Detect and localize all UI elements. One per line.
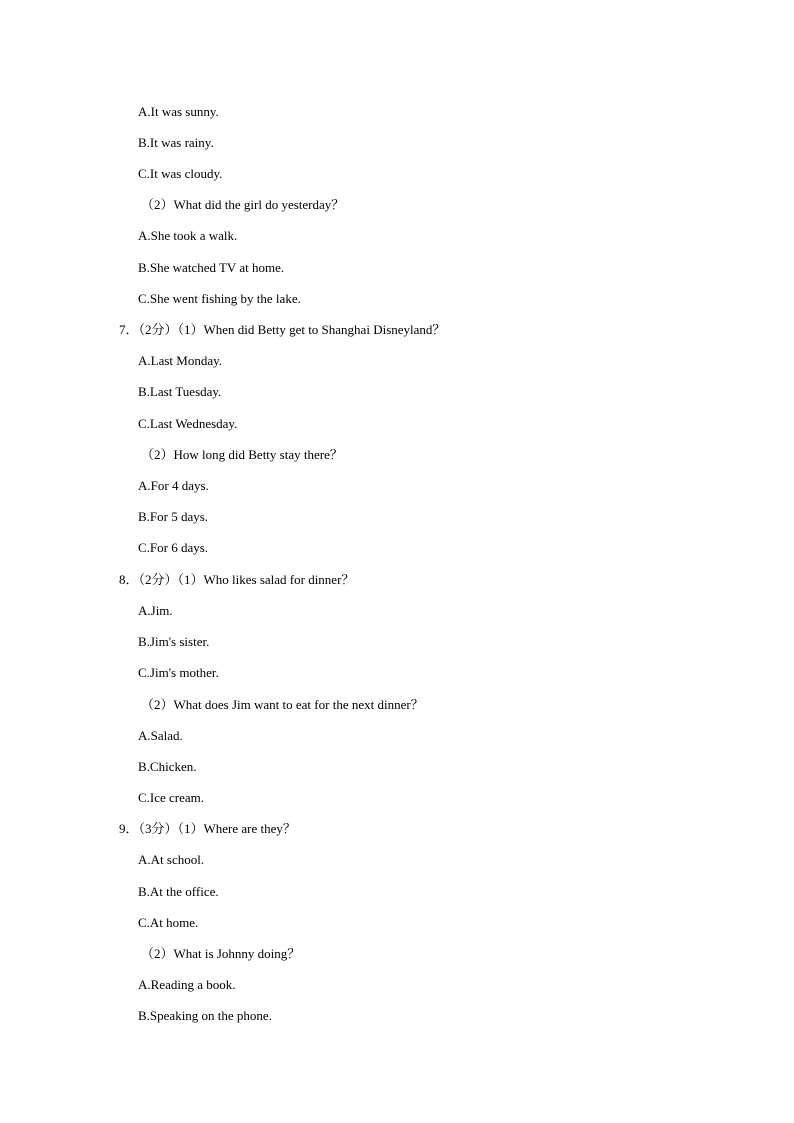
option-line: A.Last Monday. [138, 353, 223, 368]
question-heading: 8．（2分）（1）Who likes salad for dinner？ [119, 572, 355, 587]
option-line: B.Speaking on the phone. [138, 1008, 272, 1023]
sub-question: （2）How long did Betty stay there？ [141, 447, 343, 462]
option-line: B.Last Tuesday. [138, 384, 222, 399]
option-line: A.It was sunny. [138, 104, 219, 119]
sub-question: （2）What does Jim want to eat for the next dinner？ [141, 697, 424, 712]
question-heading: 9．（3分）（1）Where are they？ [119, 821, 296, 836]
option-line: A.Reading a book. [138, 977, 236, 992]
option-line: C.She went fishing by the lake. [138, 291, 301, 306]
option-line: C.For 6 days. [138, 540, 209, 555]
option-line: C.It was cloudy. [138, 166, 223, 181]
option-line: C.Jim's mother. [138, 665, 219, 680]
sub-question: （2）What is Johnny doing？ [141, 946, 301, 961]
option-line: B.Jim's sister. [138, 634, 210, 649]
option-line: A.At school. [138, 852, 205, 867]
option-line: B.For 5 days. [138, 509, 209, 524]
sub-question: （2）What did the girl do yesterday？ [141, 197, 345, 212]
option-line: B.Chicken. [138, 759, 197, 774]
option-line: A.She took a walk. [138, 228, 238, 243]
option-line: A.For 4 days. [138, 478, 209, 493]
option-line: B.It was rainy. [138, 135, 214, 150]
question-heading: 7．（2分）（1）When did Betty get to Shanghai Disneyland？ [119, 322, 446, 337]
option-line: C.At home. [138, 915, 199, 930]
option-line: B.At the office. [138, 884, 219, 899]
option-line: C.Last Wednesday. [138, 416, 238, 431]
option-line: B.She watched TV at home. [138, 260, 285, 275]
option-line: A.Salad. [138, 728, 183, 743]
option-line: A.Jim. [138, 603, 173, 618]
option-line: C.Ice cream. [138, 790, 205, 805]
